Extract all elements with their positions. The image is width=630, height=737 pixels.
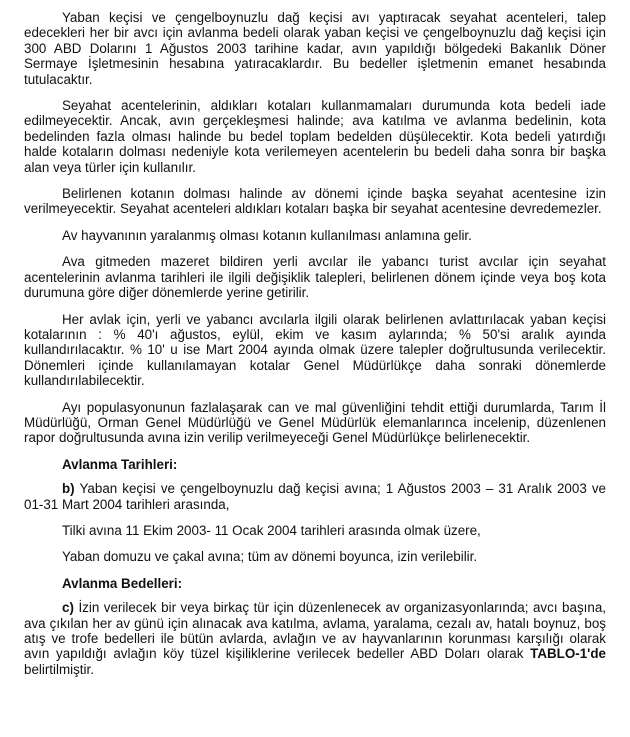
paragraph-quota-periods: Her avlak için, yerli ve yabancı avcılarla ilgili olarak belirlenen avlattırılacak yaban keçisi kotalarının : % 40'ı ağustos, eylül, ekim ve kasım aylarında; % 50'si aralık ayında kullandırılacaktır. % 10' u ise Mart 2004 ayında olmak üzere talepler doğrultusunda verilecektir. Dönemleri içinde kullanılamayan kotalar Genel Müdürlükçe daha sonraki dönemlerde kullandırılabilecektir. (24, 311, 606, 389)
heading-hunting-fees: Avlanma Bedelleri: (62, 575, 183, 591)
item-marker-c: c) (62, 600, 74, 616)
paragraph-fox-dates: Tilki avına 11 Ekim 2003- 11 Ocak 2004 tarihleri arasında olmak üzere, (62, 522, 481, 538)
heading-hunting-dates: Avlanma Tarihleri: (62, 456, 178, 472)
paragraph-goat-dates (24, 481, 606, 512)
paragraph-hunting-fees-text: İzin verilecek bir veya birkaç tür için düzenlenecek av organizasyonlarında; avcı başına, ava çıkılan her av günü için alınacak ava katılma, avlama, yaralama, cezalı av, hatalı boynuz, boş atış ve trofe bedelleri ile bütün avlarda, avlağın ve av hayvanlarının korunması karşılığı olarak avın yapıldığı avlağın köy tüzel kişiliklerine verilecek bedeller ABD Doları olarak (24, 600, 606, 662)
paragraph-quota-payment: Yaban keçisi ve çengelboynuzlu dağ keçisi avı yaptıracak seyahat acenteleri, talep edecekleri her bir avcı için avlanma bedeli olarak yaban keçisi ve çengelboynuzlu dağ keçisi için 300 ABD Dolarını 1 Ağustos 2003 tarihine kadar, avın yapıldığı bölgedeki Bakanlık Döner Sermaye İşletmesinin hesabına yatıracaklardır. Bu bedeller işletmenin emanet hesabında tutulacaktır. (24, 10, 606, 87)
paragraph-hunting-fees-end: belirtilmiştir. (24, 661, 94, 677)
table-reference: TABLO-1'de (530, 646, 606, 662)
paragraph-wounded-animal: Av hayvanının yaralanmış olması kotanın kullanılması anlamına gelir. (62, 227, 472, 243)
item-marker-b: b) (62, 481, 75, 497)
paragraph-bear-population: Ayı populasyonunun fazlalaşarak can ve mal güvenliğini tehdit ettiği durumlarda, Tarım İl Müdürlüğü, Orman Genel Müdürlüğü ve Genel Müdürlük elemanlarınca incelenip, düzenlenen rapor doğrultusunda avına izin verilip verilmeyeceği Genel Müdürlükçe belirlenecektir. (24, 399, 606, 446)
paragraph-date-changes: Ava gitmeden mazeret bildiren yerli avcılar ile yabancı turist avcılar için seyahat acentelerinin avlanma tarihleri ile ilgili değişiklik talepleri, belirlenen dönem içinde veya boş kota durumuna göre diğer dönemlerde yerine getirilir. (24, 254, 606, 301)
paragraph-goat-dates-text: Yaban keçisi ve çengelboynuzlu dağ keçisi avına; 1 Ağustos 2003 – 31 Aralık 2003 ve 01-31 Mart 2004 tarihleri arasında, (24, 481, 606, 512)
paragraph-boar-jackal: Yaban domuzu ve çakal avına; tüm av dönemi boyunca, izin verilebilir. (62, 549, 478, 565)
paragraph-quota-transfer: Belirlenen kotanın dolması halinde av dönemi içinde başka seyahat acentesine izin verilmeyecektir. Seyahat acenteleri aldıkları kotaları başka bir seyahat acentesine devredemezler. (24, 186, 606, 217)
paragraph-quota-refund: Seyahat acentelerinin, aldıkları kotaları kullanmamaları durumunda kota bedeli iade edilmeyecektir. Ancak, avın gerçekleşmesi halinde; ava katılma ve avlanma bedelinin, kota bedelinden fazla olması halinde bu bedel toplam bedelden düşülecektir. Kota bedeli yatırdığı halde kotaların dolması nedeniyle kota verilemeyen acentelerin bu bedeli daha sonra bir başka alan veya türler için kullanılır. (24, 98, 606, 175)
paragraph-hunting-fees (24, 600, 606, 677)
